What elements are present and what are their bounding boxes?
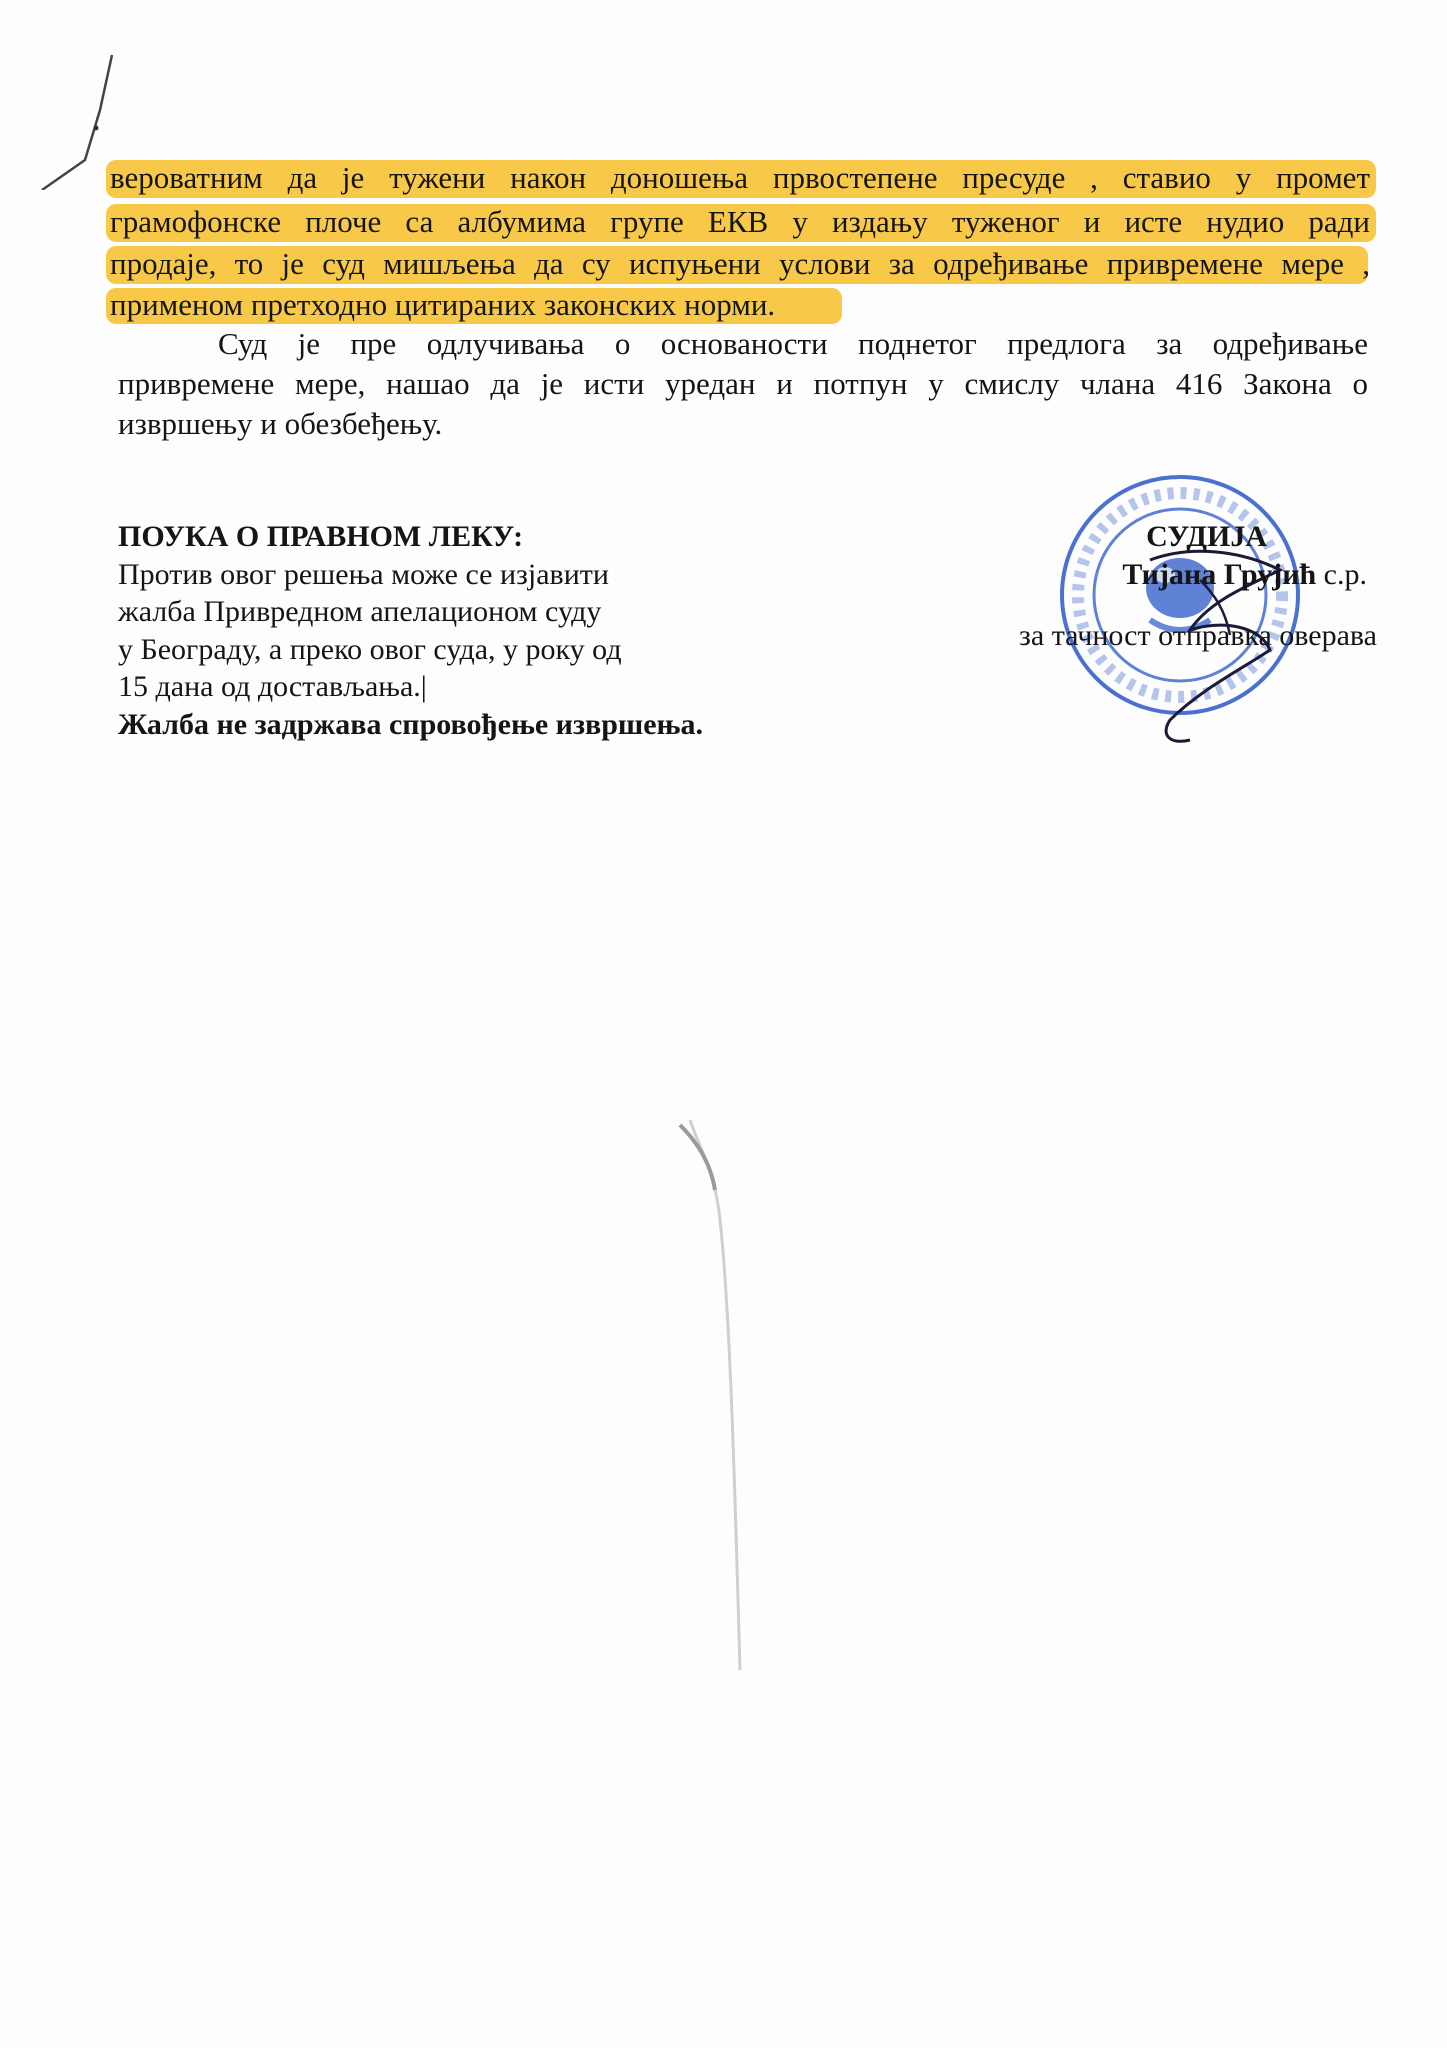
judge-signed-mark: с.р. — [1316, 557, 1367, 591]
paragraph-line: Суд је пре одлучивања о основаности поднетог предлога за одређивање — [218, 326, 1368, 361]
legal-remedy-line: жалба Привредном апелационом суду — [118, 595, 602, 628]
judge-name: Тијана Грујић — [1122, 557, 1317, 591]
judge-title: СУДИЈА — [1146, 520, 1267, 553]
legal-remedy-block — [118, 518, 703, 743]
highlighted-text-line: вероватним да је тужени након доношења првостепене пресуде , ставио у промет — [110, 160, 1370, 195]
fold-crease — [660, 1110, 770, 1810]
highlighted-text-line: продаје, то је суд мишљења да су испуњени услови за одређивање привремене мере , — [110, 246, 1370, 281]
no-suspension-note: Жалба не задржава спровођење извршења. — [118, 707, 703, 741]
paragraph-line: извршењу и обезбеђењу. — [118, 406, 443, 441]
certification-text: за тачност отправка оверава — [1019, 619, 1377, 652]
highlighted-text-line: грамофонске плоче са албумима групе ЕКВ у издању туженог и исте нудио ради — [110, 204, 1370, 239]
legal-remedy-line: у Београду, а преко овог суда, у року од — [118, 632, 622, 666]
signature-block — [1019, 518, 1377, 655]
legal-remedy-line: Против овог решења може се изјавити — [118, 557, 609, 591]
paragraph-line: привремене мере, нашао да је исти уредан и потпун у смислу члана 416 Закона о — [118, 366, 1368, 401]
legal-remedy-line: 15 дана од достављања.| — [118, 670, 427, 703]
legal-remedy-heading: ПОУКА О ПРАВНОМ ЛЕКУ: — [118, 520, 524, 553]
judge-name-line — [1019, 556, 1367, 594]
highlighted-text-line: применом претходно цитираних законских норми. — [110, 287, 776, 322]
